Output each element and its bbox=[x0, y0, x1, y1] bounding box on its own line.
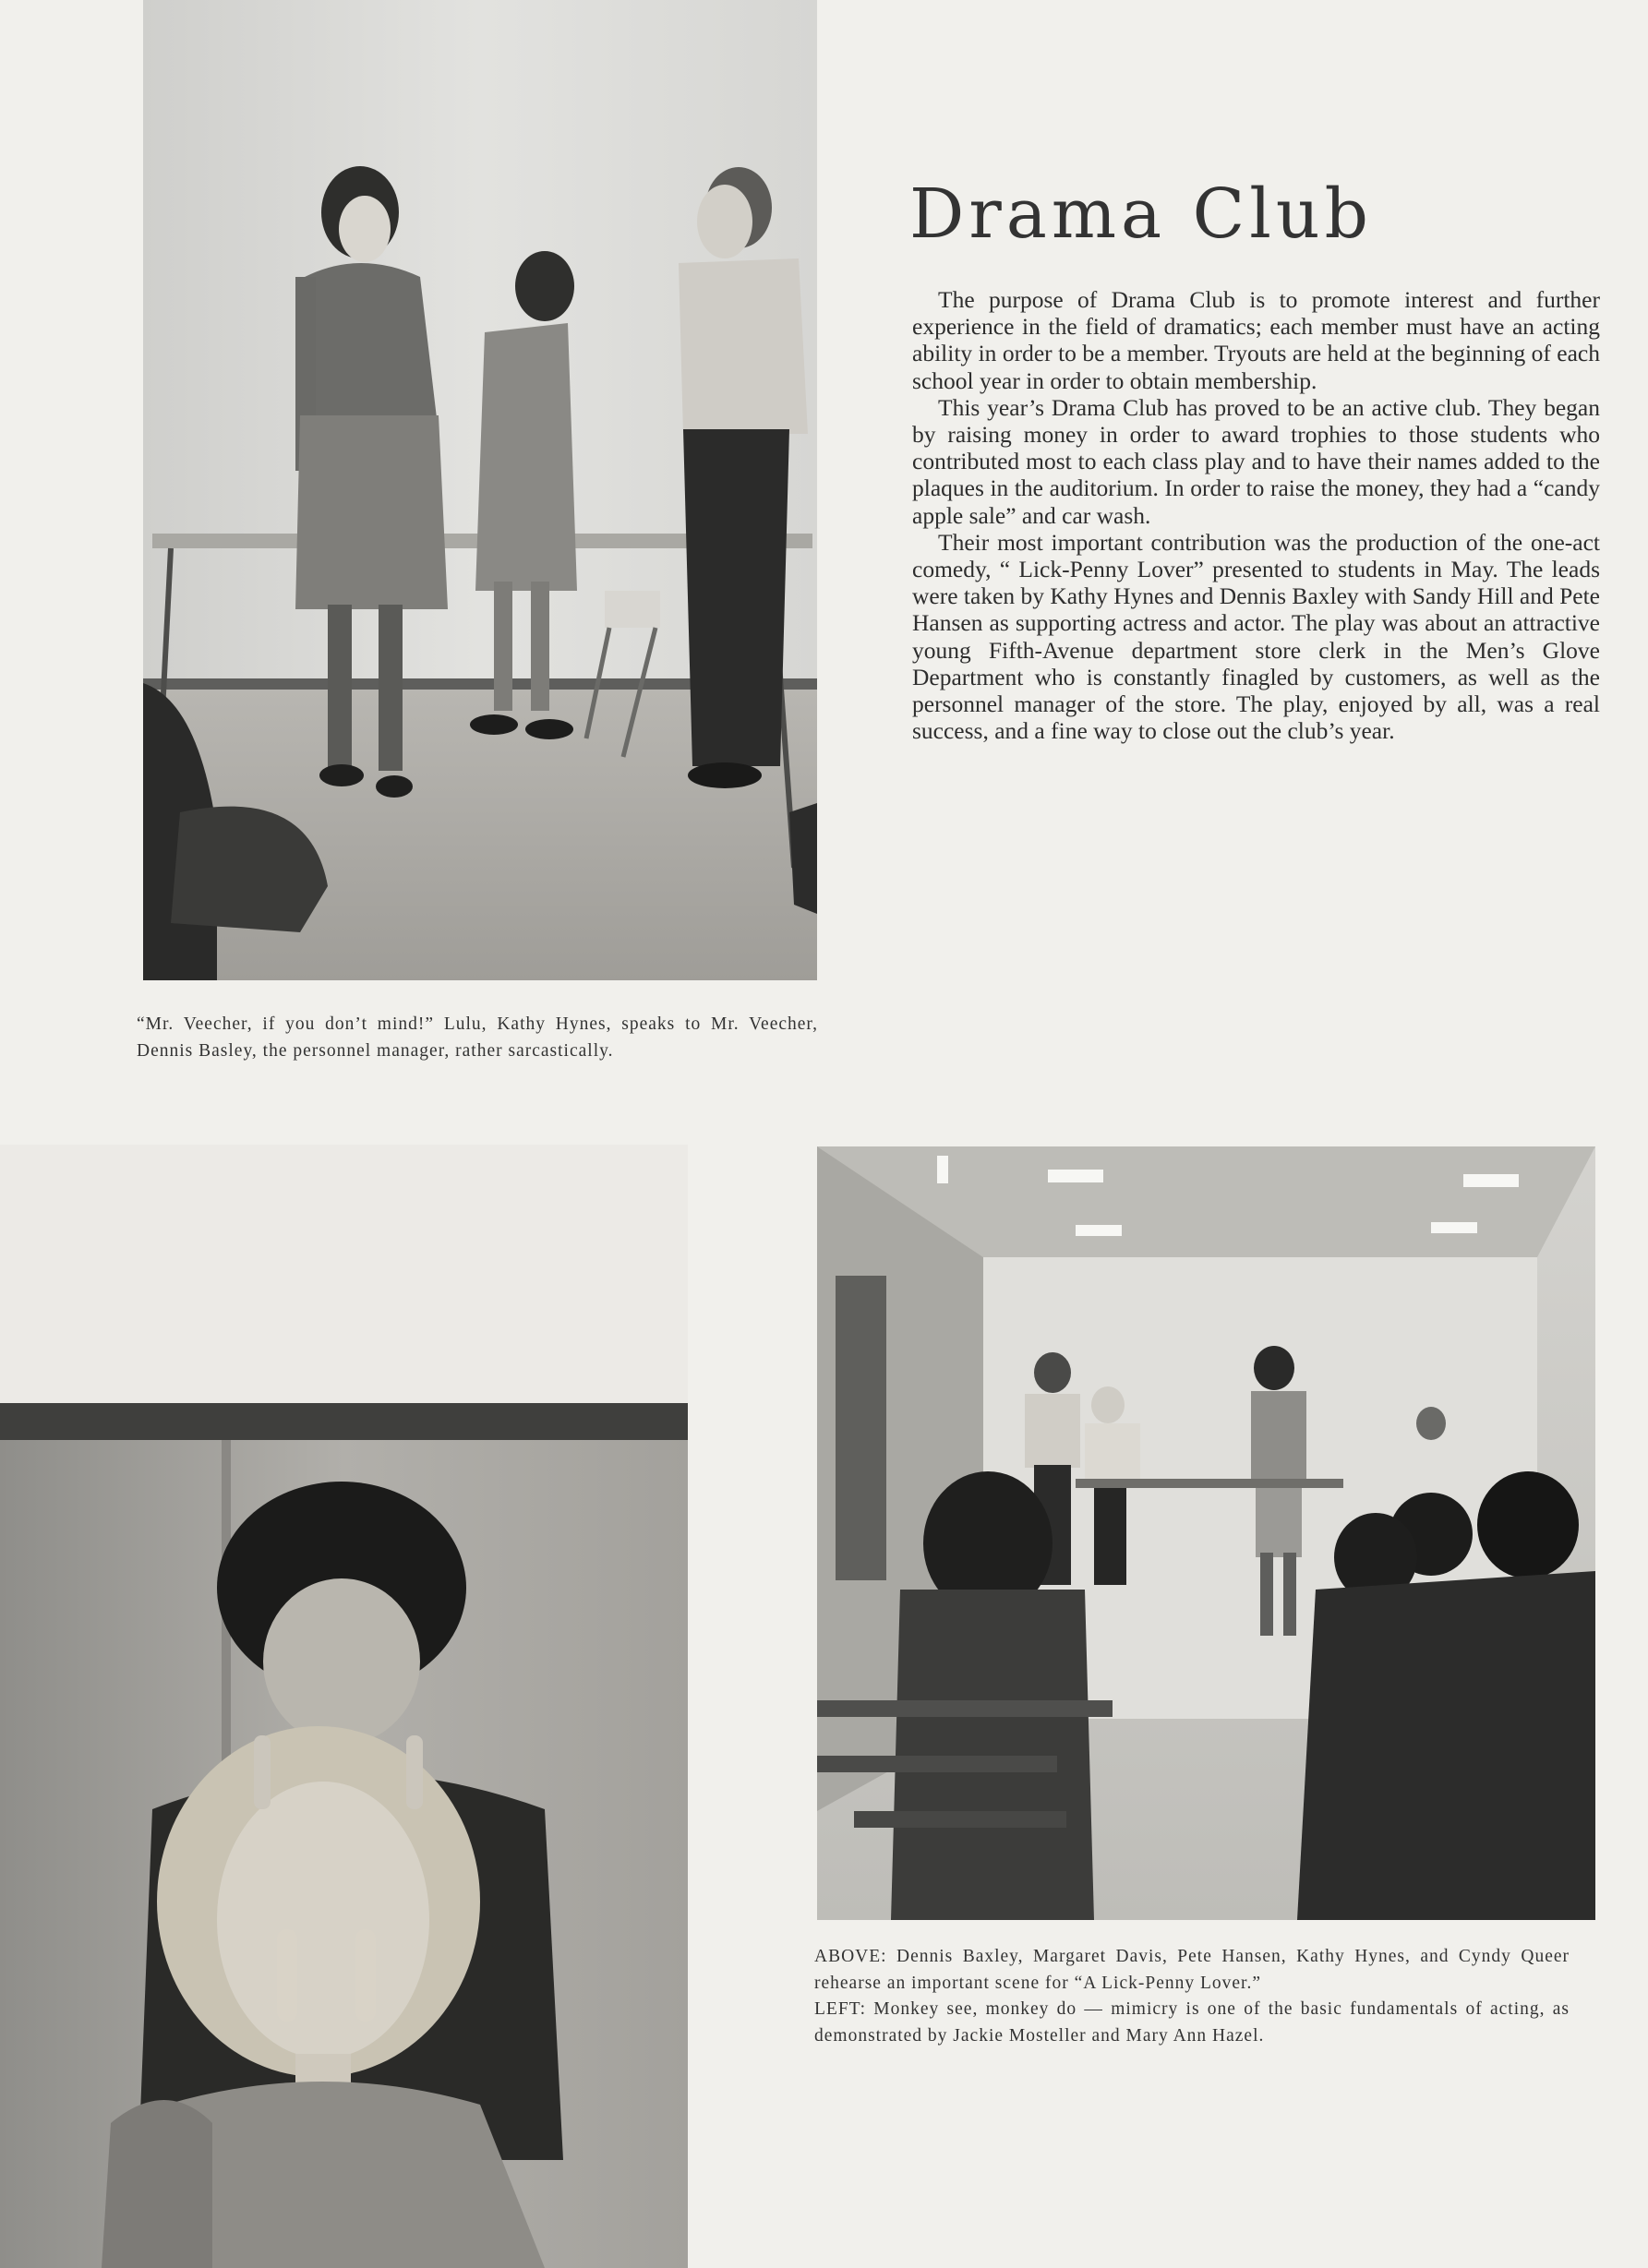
caption-text: “Mr. Veecher, if you don’t mind!” Lulu, Kathy Hynes, speaks to Mr. Veecher, Dennis Basley, the personnel manager, rather sarcastically. bbox=[137, 1014, 818, 1061]
rehearsal-table-photo bbox=[143, 0, 817, 980]
stage-rehearsal-photo bbox=[817, 1146, 1595, 1920]
left-caption: LEFT: Monkey see, monkey do — mimicry is one of the basic fundamentals of acting, as demonstrated by Jackie Mosteller and Mary Ann Hazel. bbox=[814, 1999, 1570, 2046]
mimicry-photo bbox=[0, 1145, 688, 2268]
article-paragraph: The purpose of Drama Club is to promote interest and further experience in the field of dramatics; each member must have an acting ability in order to be a member. Tryouts are held at the beginning of each school year in order to obtain membership. bbox=[912, 286, 1600, 394]
article-paragraph: Their most important contribution was the production of the one-act comedy, “ Lick-Penny Lover” presented to students in May. The leads were taken by Kathy Hynes and Dennis Baxley with Sandy Hill and Pete Hansen as supporting actress and actor. The play was about an attractive young Fifth-Avenue department store clerk in the Men’s Glove Department who is constantly finagled by customers, as well as the personnel manager of the store. The play, enjoyed by all, was a real success, and a fine way to close out the club’s year. bbox=[912, 528, 1601, 745]
above-caption: ABOVE: Dennis Baxley, Margaret Davis, Pete Hansen, Kathy Hynes, and Cyndy Queer rehearse an important scene for “A Lick-Penny Lover.” bbox=[814, 1947, 1570, 1993]
page-title: Drama Club bbox=[909, 174, 1373, 254]
top-photo-caption bbox=[137, 1012, 818, 1064]
article-body bbox=[912, 286, 1600, 744]
bottom-photo-captions bbox=[814, 1944, 1570, 2049]
article-paragraph: This year’s Drama Club has proved to be an active club. They began by raising money in order to award trophies to those students who contributed most to each class play and to have their names added to the plaques in the auditorium. In order to raise the money, they had a “candy apple sale” and car wash. bbox=[912, 393, 1600, 529]
